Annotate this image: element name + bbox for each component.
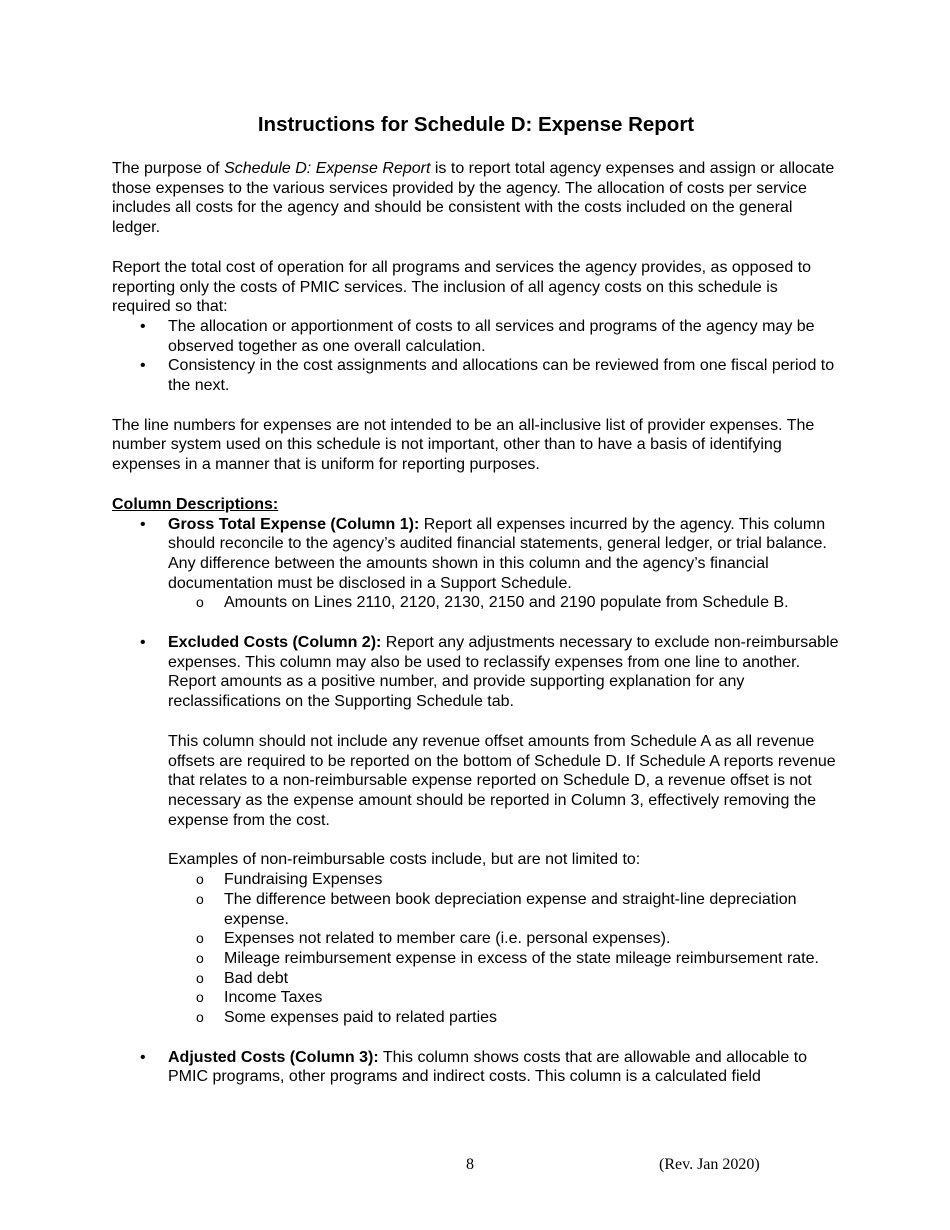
example-item: o Expenses not related to member care (i.e. personal expenses).	[168, 929, 840, 949]
column-2-text: Report any adjustments necessary to exclude non-reimbursable expenses. This column may also be used to reclassify expenses from one line to another. Report amounts as a positive number, and provide supporting explanation for any reclassifications on the Supporting Schedule tab.	[168, 634, 839, 711]
intro-suffix: is to report total agency expenses and assign or allocate those expenses to the various services provided by the agency. The allocation of costs per service includes all costs for the agency and should be consistent with the costs included on the general ledger.	[112, 160, 835, 237]
column-descriptions-heading: Column Descriptions:	[112, 495, 279, 513]
page-title: Instructions for Schedule D: Expense Report	[257, 113, 695, 136]
scope-bullet-list	[112, 317, 840, 396]
column-1-text: Report all expenses incurred by the agency. This column should reconcile to the agency’s audited financial statements, general ledger, or trial balance. Any difference between the amounts shown in this column and the agency’s financial documentation must be disclosed in a Support Schedule.	[168, 515, 827, 592]
column-descriptions-section	[112, 495, 840, 1087]
column-2-description	[112, 633, 840, 1028]
revision-date: (Rev. Jan 2020)	[659, 1156, 760, 1173]
line-numbers-paragraph: The line numbers for expenses are not intended to be an all-inclusive list of provider expenses. The number system used on this schedule is not important, other than to have a basis of identifying expenses in a manner that is uniform for reporting purposes.	[112, 416, 815, 474]
example-item: o The difference between book depreciation expense and straight-line depreciation expense.	[168, 890, 840, 929]
column-1-sub-list	[168, 593, 840, 613]
column-3-text: This column shows costs that are allowable and allocable to PMIC programs, other programs and indirect costs. This column is a calculated field	[168, 1048, 808, 1086]
non-reimbursable-examples-list	[168, 870, 840, 1028]
column-1-description	[112, 515, 840, 614]
document-page	[112, 112, 840, 1087]
column-2-label: Excluded Costs (Column 2):	[168, 634, 382, 652]
intro-prefix: The purpose of	[112, 160, 225, 177]
column-3-description	[112, 1048, 840, 1087]
column-1-label: Gross Total Expense (Column 1):	[168, 515, 420, 533]
scope-bullet-item: • Consistency in the cost assignments and allocations can be reviewed from one fiscal period to the next.	[112, 356, 840, 395]
example-item: o Fundraising Expenses	[168, 870, 840, 890]
intro-italic-title: Schedule D: Expense Report	[224, 160, 431, 177]
example-item: o Income Taxes	[168, 988, 840, 1008]
column-description-list	[112, 515, 840, 1088]
example-item: o Some expenses paid to related parties	[168, 1008, 840, 1028]
column-3-label: Adjusted Costs (Column 3):	[168, 1048, 379, 1066]
scope-bullet-item: • The allocation or apportionment of costs to all services and programs of the agency may be observed together as one overall calculation.	[112, 317, 840, 356]
example-item: o Bad debt	[168, 969, 840, 989]
scope-paragraph: Report the total cost of operation for all programs and services the agency provides, as opposed to reporting only the costs of PMIC services. The inclusion of all agency costs on this schedule is required so that:	[112, 258, 812, 316]
page-number: 8	[466, 1156, 474, 1173]
scope-section	[112, 258, 840, 396]
column-2-revenue-paragraph: This column should not include any revenue offset amounts from Schedule A as all revenue offsets are required to be reported on the bottom of Schedule D. If Schedule A reports revenue that relates to a non-reimbursable expense reported on Schedule D, a revenue offset is not necessary as the expense amount should be reported in Column 3, effectively removing the expense from the cost.	[168, 732, 836, 829]
column-2-examples-intro: Examples of non-reimbursable costs include, but are not limited to:	[168, 851, 641, 869]
example-item: o Mileage reimbursement expense in excess of the state mileage reimbursement rate.	[168, 949, 840, 969]
intro-paragraph	[112, 159, 840, 238]
column-1-sub-item: o Amounts on Lines 2110, 2120, 2130, 2150 and 2190 populate from Schedule B.	[168, 593, 840, 613]
